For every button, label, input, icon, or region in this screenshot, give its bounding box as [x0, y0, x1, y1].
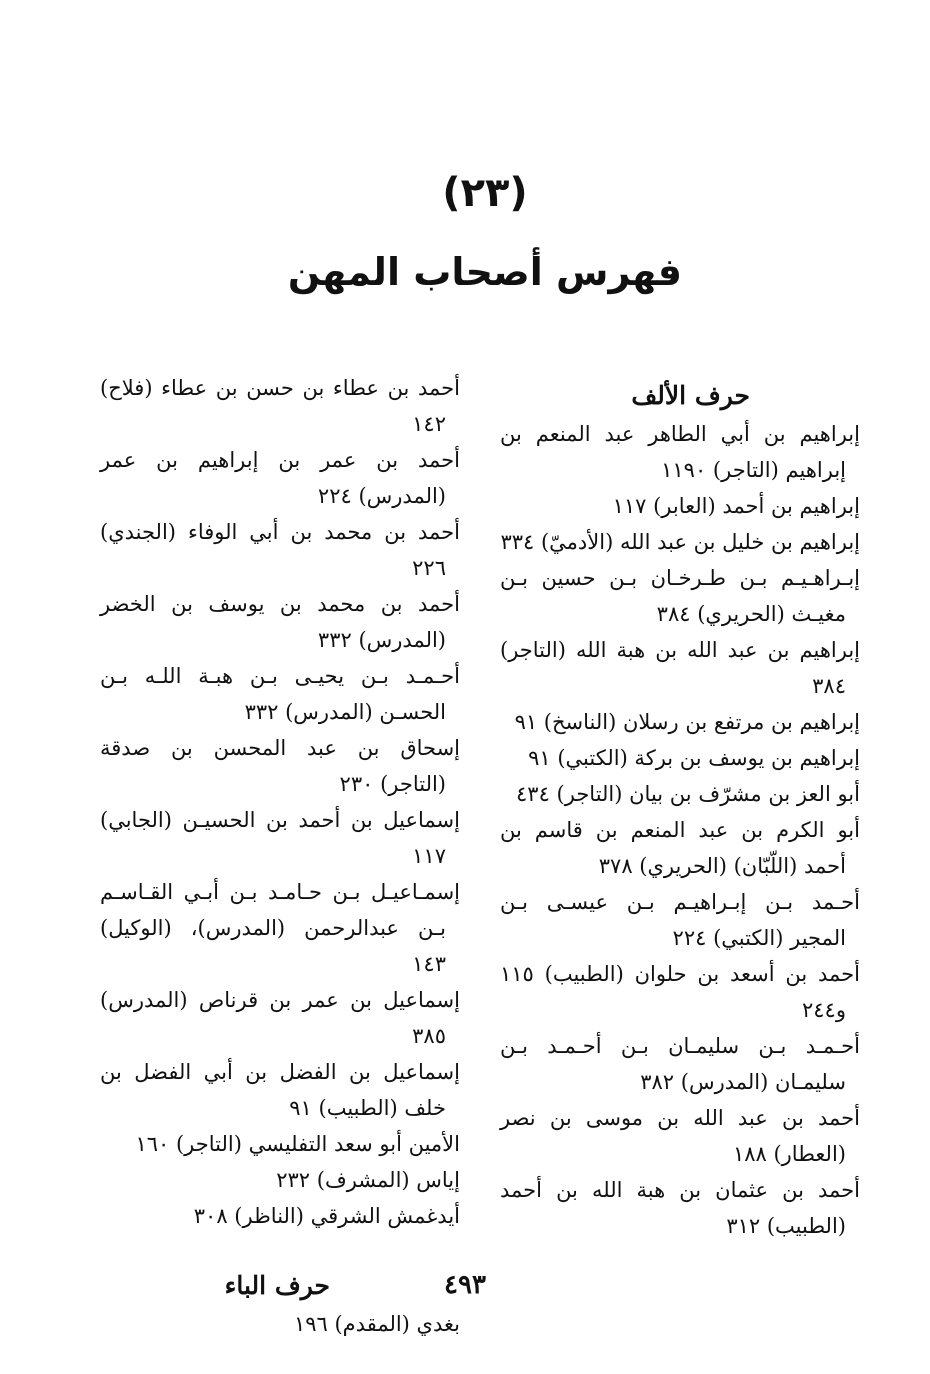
- index-entry: أحمد بن عثمان بن هبة الله بن أحمد (الطبيب) ٣١٢: [500, 1178, 860, 1238]
- index-entry: الأمين أبو سعد التفليسي (التاجر) ١٦٠: [135, 1132, 460, 1156]
- index-entry: أبو الكرم بن عبد المنعم بن قاسم بن أحمد (اللّبّان) (الحريري) ٣٧٨: [500, 818, 860, 878]
- index-entry: أحـمـد بـن يحيـى بـن هبـة اللـه بـن الحسـن (المدرس) ٣٣٢: [100, 664, 460, 724]
- index-entry: إبراهيم بن أحمد (العابر) ١١٧: [612, 494, 860, 518]
- index-entry: إسماعيل بن أحمد بن الحسيـن (الجابي) ١١٧: [100, 808, 460, 868]
- index-entry: أحمد بن أسعد بن حلوان (الطبيب) ١١٥ و٢٤٤: [500, 962, 860, 1022]
- index-entry: إبراهيم بن أبي الطاهر عبد المنعم بن إبراهيم (التاجر) ١١٩٠: [500, 422, 860, 482]
- right-column: [500, 370, 860, 1244]
- index-entry: إبراهيم بن عبد الله بن هبة الله (التاجر) ٣٨٤: [500, 638, 860, 698]
- page-number: ٤٩٣: [444, 1270, 486, 1300]
- section-heading-ba: حرف الباء: [224, 1271, 330, 1300]
- index-entry: إسماعيل بن عمر بن قرناص (المدرس) ٣٨٥: [100, 988, 460, 1048]
- index-entry: إبراهيم بن خليل بن عبد الله (الأدميّ) ٣٣٤: [500, 530, 860, 554]
- index-entry: أحمد بن محمد بن يوسف بن الخضر (المدرس) ٣٣٢: [100, 592, 460, 652]
- left-column: [100, 370, 460, 1342]
- index-entry: أحمد بن عمر بن إبراهيم بن عمر (المدرس) ٢٢٤: [100, 448, 460, 508]
- index-entry: إسحاق بن عبد المحسن بن صدقة (التاجر) ٢٣٠: [100, 736, 460, 796]
- chapter-number: (٢٣): [442, 170, 528, 216]
- entry-list-ba: [100, 1306, 460, 1342]
- index-entry: بغدي (المقدم) ١٩٦: [293, 1312, 460, 1336]
- chapter-title: فهرس أصحاب المهن: [287, 250, 683, 294]
- index-entry: إياس (المشرف) ٢٣٢: [276, 1168, 460, 1192]
- index-entry: إبراهيم بن يوسف بن بركة (الكتبي) ٩١: [528, 746, 860, 770]
- index-entry: أحمد بن محمد بن أبي الوفاء (الجندي) ٢٢٦: [100, 520, 460, 580]
- index-entry: أحمد بن عطاء بن حسن بن عطاء (فلاح) ١٤٢: [100, 376, 460, 436]
- index-entry: أيدغمش الشرقي (الناظر) ٣٠٨: [193, 1204, 460, 1228]
- index-entry: أحـمـد بـن سليمـان بـن أحـمـد بـن سليمـان (المدرس) ٣٨٢: [500, 1034, 860, 1094]
- index-entry: إسماعيل بن الفضل بن أبي الفضل بن خلف (الطبيب) ٩١: [100, 1060, 460, 1120]
- entry-list-alif-right: [500, 416, 860, 1244]
- index-entry: إبراهيم بن مرتفع بن رسلان (الناسخ) ٩١: [514, 710, 860, 734]
- index-entry: إسمـاعيـل بـن حـامـد بـن أبـي القـاسـم بـن عبدالرحمن (المدرس)، (الوكيل) ١٤٣: [100, 880, 460, 976]
- index-entry: أحـمد بـن إبـراهيـم بـن عيسـى بـن المجير (الكتبي) ٢٢٤: [500, 890, 860, 950]
- index-entry: إبـراهـيـم بـن طـرخـان بـن حسين بـن مغيـث (الحريري) ٣٨٤: [500, 566, 860, 626]
- index-entry: أبو العز بن مشرّف بن بيان (التاجر) ٤٣٤: [516, 782, 860, 806]
- section-heading-alif: حرف الألف: [631, 381, 750, 410]
- entry-list-alif-left: [100, 370, 460, 1234]
- index-entry: أحمد بن عبد الله بن موسى بن نصر (العطار) ١٨٨: [500, 1106, 860, 1166]
